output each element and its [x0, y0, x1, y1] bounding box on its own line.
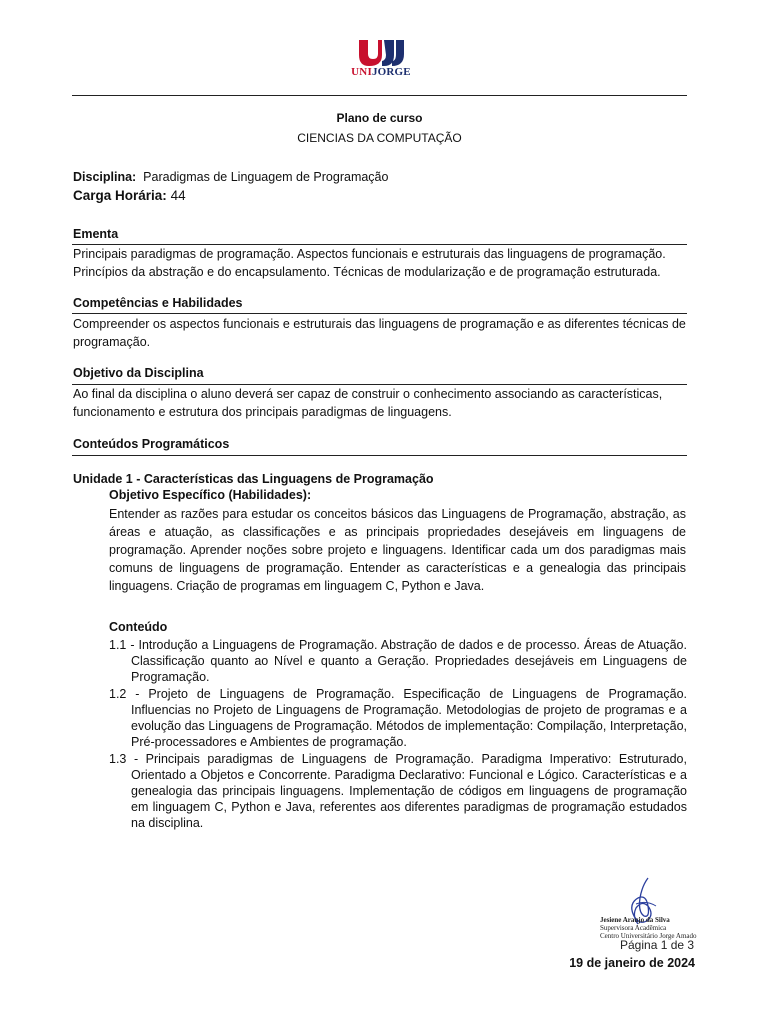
signature-role: Supervisora Acadêmica — [600, 924, 667, 932]
hours-value: 44 — [170, 188, 186, 203]
content-item-text: - Introdução a Linguagens de Programação. Abstração de dados e de processo. Áreas de Atuação. Classificação quanto ao Nível e quanto a Geração. Propriedades desejáveis em Linguagens de Programação. — [126, 638, 687, 684]
unit1-objective-title: Objetivo Específico (Habilidades): — [109, 488, 312, 502]
discipline-value: Paradigmas de Linguagem de Programação — [143, 170, 389, 184]
unit1-title: Unidade 1 - Características das Linguagens de Programação — [73, 472, 434, 486]
objetivo-title: Objetivo da Disciplina — [73, 366, 204, 380]
content-item-number: 1.3 — [109, 752, 127, 766]
header-divider — [72, 95, 687, 96]
conteudos-divider — [72, 455, 687, 456]
logo-wordmark: UNIJORGE — [351, 66, 411, 78]
competencias-text: Compreender os aspectos funcionais e estruturais das linguagens de programação e as diferentes técnicas de programação. — [73, 317, 686, 349]
content-item-text: - Principais paradigmas de Linguagens de Programação. Paradigma Imperativo: Estruturado, Orientado a Objetos e Concorrente. Paradigma Declarativo: Funcional e Lógico. Características e a genealogia das principais linguagens. Implementação de códigos em linguagens de programação em linguagem C, Python e Java, referentes aos diferentes paradigmas de programação estudados na disciplina. — [126, 752, 687, 830]
competencias-divider — [72, 313, 687, 314]
course-name: CIENCIAS DA COMPUTAÇÃO — [297, 131, 462, 145]
competencias-title: Competências e Habilidades — [73, 296, 243, 310]
content-item-number: 1.1 — [109, 638, 127, 652]
ementa-title: Ementa — [73, 227, 119, 241]
content-item-text: - Projeto de Linguagens de Programação. Especificação de Linguagens de Programação. Influencias no Projeto de Linguagens de Programação. Metodologias de projeto de programas e a evolução das Linguagens de Programação. Métodos de implementação: Compilação, Interpretação, Pré-processadores e Ambientes de programação. — [126, 687, 687, 749]
content-item-number: 1.2 — [109, 687, 127, 701]
conteudos-title: Conteúdos Programáticos — [73, 437, 230, 451]
signature-institution: Centro Universitário Jorge Amado — [600, 932, 697, 940]
content-item — [109, 751, 687, 831]
page-number: Página 1 de 3 — [620, 938, 695, 952]
discipline-line — [73, 169, 388, 186]
document-date: 19 de janeiro de 2024 — [569, 956, 695, 970]
content-item — [109, 686, 687, 750]
unit1-objective-text: Entender as razões para estudar os conceitos básicos das Linguagens de Programação, abstração, as áreas e atuação, as classificações e as principais propriedades desejáveis em linguagens de programação. Aprender noções sobre projeto e linguagens. Identificar cada um dos paradigmas mais comuns de linguagens de programação. Entender as características e a genealogia das principais linguagens. Criação de programas em linguagem C, Python e Java. — [109, 507, 686, 593]
hours-line — [73, 187, 186, 204]
content-item — [109, 637, 687, 685]
discipline-label: Disciplina: — [73, 170, 137, 184]
ementa-text: Principais paradigmas de programação. Aspectos funcionais e estruturais das linguagens de programação. Princípios da abstração e do encapsulamento. Técnicas de modularização e de programação estruturada. — [73, 247, 666, 279]
doc-title: Plano de curso — [336, 111, 423, 125]
unit1-content-title: Conteúdo — [109, 620, 168, 634]
signature-caption — [600, 916, 697, 940]
hours-label: Carga Horária: — [73, 188, 167, 203]
signature-name: Jesiene Araujo da Silva — [600, 916, 670, 924]
objetivo-text: Ao final da disciplina o aluno deverá ser capaz de construir o conhecimento associando as características, funcionamento e estrutura dos principais paradigmas de linguagens. — [73, 387, 663, 419]
